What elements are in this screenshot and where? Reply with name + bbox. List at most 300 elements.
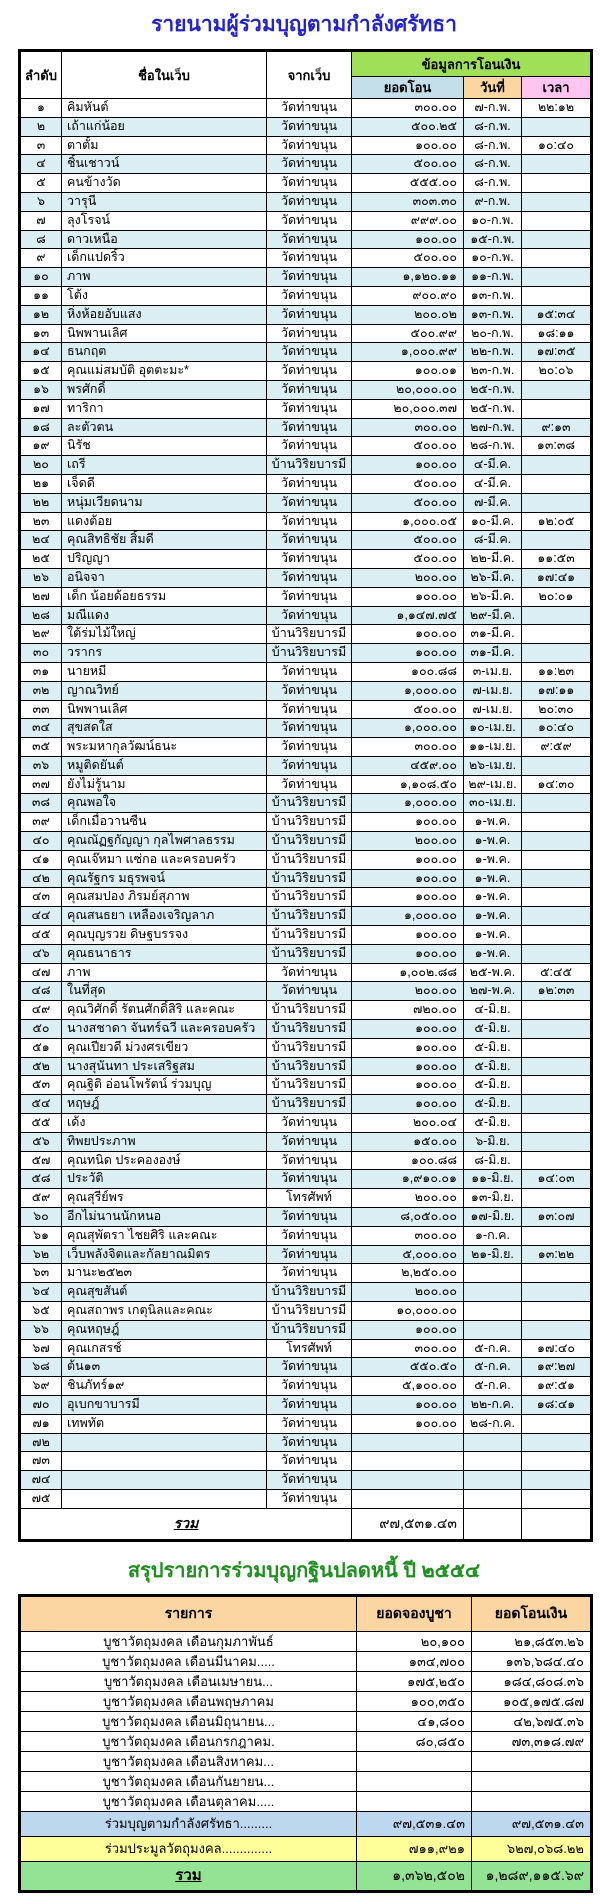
donor-cell-from: บ้านวิริยบารมี bbox=[267, 869, 352, 888]
donor-cell-from: วัดท่าขนุน bbox=[267, 1452, 352, 1471]
col-header-from: จากเว็บ bbox=[267, 51, 352, 99]
donor-cell-amount: ๕๐๐.๐๐ bbox=[352, 531, 464, 550]
donor-cell-amount: ๑๐๐.๐๐ bbox=[352, 813, 464, 832]
donor-cell-date: ๑-พ.ค. bbox=[464, 869, 522, 888]
summary-cell-transferred bbox=[472, 1751, 592, 1771]
donor-cell-amount: ๑๐๐.๐๐ bbox=[352, 1320, 464, 1339]
donor-cell-date: ๒๖-มี.ค. bbox=[464, 568, 522, 587]
donor-cell-name: หนุ่มเวียดนาม bbox=[62, 493, 267, 512]
donor-cell-name: คุณสถาพร เกตุนิลและคณะ bbox=[62, 1302, 267, 1321]
donor-row bbox=[20, 1226, 592, 1245]
donor-cell-date: ๑๐-มี.ค. bbox=[464, 512, 522, 531]
donor-cell-name: ละตัวตน bbox=[62, 418, 267, 437]
donor-cell-no: ๒๘ bbox=[20, 606, 62, 625]
donor-cell-date: ๕-มิ.ย. bbox=[464, 1020, 522, 1039]
donor-cell-time: ๙:๑๓ bbox=[522, 418, 592, 437]
donor-cell-name: หมูติดยันต์ bbox=[62, 756, 267, 775]
donor-row bbox=[20, 1452, 592, 1471]
donor-cell-from: วัดท่าขนุน bbox=[267, 286, 352, 305]
donor-cell-from: วัดท่าขนุน bbox=[267, 399, 352, 418]
summary-cell-label: บูชาวัตถุมงคล เดือนพฤษภาคม bbox=[20, 1691, 357, 1711]
donor-row bbox=[20, 1095, 592, 1114]
donor-cell-name: ภาพ bbox=[62, 963, 267, 982]
donor-cell-date: ๒๒-ก.พ. bbox=[464, 343, 522, 362]
donor-cell-amount: ๕๕๐.๕๐ bbox=[352, 1358, 464, 1377]
donor-cell-time: ๑๓:๒๒ bbox=[522, 1245, 592, 1264]
donor-cell-time bbox=[522, 1057, 592, 1076]
donor-row bbox=[20, 174, 592, 193]
donor-cell-date: ๒๐-ก.พ. bbox=[464, 324, 522, 343]
donor-row bbox=[20, 1489, 592, 1508]
summary-cell-label: บูชาวัตถุมงคล เดือนกรกฎาคม. bbox=[20, 1731, 357, 1751]
donor-cell-time bbox=[522, 1489, 592, 1508]
donor-total-date-empty bbox=[464, 1508, 522, 1540]
donor-cell-from: วัดท่าขนุน bbox=[267, 1433, 352, 1452]
donor-cell-date: ๑๕-ก.พ. bbox=[464, 230, 522, 249]
donor-row bbox=[20, 230, 592, 249]
donor-cell-time bbox=[522, 1283, 592, 1302]
donor-cell-date bbox=[464, 1452, 522, 1471]
donor-cell-time: ๑๗:๔๑ bbox=[522, 568, 592, 587]
donor-cell-name: คนข้างวัด bbox=[62, 174, 267, 193]
donor-row bbox=[20, 399, 592, 418]
donor-row bbox=[20, 1245, 592, 1264]
donor-cell-time bbox=[522, 268, 592, 287]
donor-cell-amount: ๑,๐๐๐.๐๐ bbox=[352, 907, 464, 926]
donor-cell-time: ๑๓:๓๘ bbox=[522, 437, 592, 456]
donor-row bbox=[20, 211, 592, 230]
donor-cell-name: ยังไม่รู้นาม bbox=[62, 775, 267, 794]
donor-cell-from: วัดท่าขนุน bbox=[267, 268, 352, 287]
donor-cell-name: เด็ก น้อยด้อยธรรม bbox=[62, 587, 267, 606]
donor-cell-from: วัดท่าขนุน bbox=[267, 531, 352, 550]
donor-cell-no: ๔๙ bbox=[20, 1001, 62, 1020]
donor-cell-from: วัดท่าขนุน bbox=[267, 606, 352, 625]
donor-cell-no: ๓๙ bbox=[20, 813, 62, 832]
donor-cell-date: ๒๖-เม.ย. bbox=[464, 756, 522, 775]
donor-cell-time bbox=[522, 606, 592, 625]
donor-cell-time: ๑๘:๔๑ bbox=[522, 1395, 592, 1414]
donor-cell-time bbox=[522, 1001, 592, 1020]
donor-cell-from: วัดท่าขนุน bbox=[267, 474, 352, 493]
donor-cell-amount: ๒๐,๐๐๐.๐๐ bbox=[352, 380, 464, 399]
donor-cell-name bbox=[62, 1452, 267, 1471]
donor-cell-amount: ๕๐๐.๐๐ bbox=[352, 474, 464, 493]
donor-cell-time bbox=[522, 944, 592, 963]
donor-cell-no: ๓๐ bbox=[20, 644, 62, 663]
donor-cell-amount: ๕๐๐.๐๐ bbox=[352, 437, 464, 456]
donor-cell-amount: ๒๐,๐๐๐.๓๗ bbox=[352, 399, 464, 418]
donor-cell-date: ๒๗-พ.ค. bbox=[464, 982, 522, 1001]
donor-cell-amount: ๓๐๓.๓๐ bbox=[352, 192, 464, 211]
donor-row bbox=[20, 813, 592, 832]
donor-cell-time: ๑๐:๔๐ bbox=[522, 719, 592, 738]
donor-cell-from: บ้านวิริยบารมี bbox=[267, 926, 352, 945]
donor-cell-from: วัดท่าขนุน bbox=[267, 211, 352, 230]
donor-cell-name: คุณวิศักดิ์ รัตนศักดิ์สิริ และคณะ bbox=[62, 1001, 267, 1020]
donor-cell-date: ๑๑-มิ.ย. bbox=[464, 1170, 522, 1189]
donor-cell-amount: ๑,๐๐๐.๐๐ bbox=[352, 794, 464, 813]
summary-cell-transferred: ๑๘๔,๘๐๘.๓๖ bbox=[472, 1671, 592, 1691]
donor-row bbox=[20, 1320, 592, 1339]
donor-cell-amount: ๑๐๐.๐๐ bbox=[352, 587, 464, 606]
donor-cell-date bbox=[464, 1283, 522, 1302]
donor-cell-amount: ๙๙๙.๐๐ bbox=[352, 211, 464, 230]
donor-cell-name: ดาวเหนือ bbox=[62, 230, 267, 249]
donor-cell-no: ๒๐ bbox=[20, 456, 62, 475]
donor-cell-name: โต้ง bbox=[62, 286, 267, 305]
donor-cell-amount bbox=[352, 1471, 464, 1490]
donor-cell-amount: ๕๐๐.๙๙ bbox=[352, 324, 464, 343]
donor-cell-amount: ๒๐๐.๐๐ bbox=[352, 1283, 464, 1302]
donor-cell-name: ธนกฤต bbox=[62, 343, 267, 362]
donor-cell-no: ๗๐ bbox=[20, 1395, 62, 1414]
donor-cell-date: ๒๒-ก.ค. bbox=[464, 1395, 522, 1414]
donor-cell-date: ๕-มิ.ย. bbox=[464, 1076, 522, 1095]
donor-cell-time bbox=[522, 1151, 592, 1170]
donor-cell-amount: ๗๒๐.๐๐ bbox=[352, 1001, 464, 1020]
donor-cell-from: บ้านวิริยบารมี bbox=[267, 813, 352, 832]
donor-row bbox=[20, 1395, 592, 1414]
donor-cell-no: ๒๔ bbox=[20, 531, 62, 550]
donor-cell-time: ๑๑:๒๓ bbox=[522, 662, 592, 681]
donor-cell-from: วัดท่าขนุน bbox=[267, 982, 352, 1001]
donor-cell-from: วัดท่าขนุน bbox=[267, 1377, 352, 1396]
donor-cell-amount: ๕๐๐.๐๐ bbox=[352, 155, 464, 174]
donor-cell-no: ๖๙ bbox=[20, 1377, 62, 1396]
summary-cell-reserved: ๑๗๕,๒๕๐ bbox=[357, 1671, 472, 1691]
donor-cell-time: ๑๙:๒๗ bbox=[522, 1358, 592, 1377]
donor-cell-date: ๑-พ.ค. bbox=[464, 888, 522, 907]
donor-cell-name: ทาริกา bbox=[62, 399, 267, 418]
donor-cell-name: หิ่งห้อยอับแสง bbox=[62, 305, 267, 324]
donor-cell-no: ๔๓ bbox=[20, 888, 62, 907]
donor-cell-date: ๗-มี.ค. bbox=[464, 493, 522, 512]
donor-cell-name: คุณหฤษฎ์ bbox=[62, 1320, 267, 1339]
donor-cell-date: ๔-มี.ค. bbox=[464, 474, 522, 493]
donor-cell-date: ๑-พ.ค. bbox=[464, 944, 522, 963]
donor-row bbox=[20, 907, 592, 926]
donor-cell-amount: ๑๐๐.๐๑ bbox=[352, 362, 464, 381]
donor-cell-from: วัดท่าขนุน bbox=[267, 1132, 352, 1151]
donor-row bbox=[20, 1076, 592, 1095]
donor-cell-from: วัดท่าขนุน bbox=[267, 117, 352, 136]
donor-cell-amount: ๑,๑๐๘.๕๐ bbox=[352, 775, 464, 794]
donor-cell-name: คุณสนธยา เหลืองเจริญลาภ bbox=[62, 907, 267, 926]
summary-cell-transferred bbox=[472, 1771, 592, 1791]
donor-cell-name: ญาณวิทย์ bbox=[62, 681, 267, 700]
summary-col-reserved: ยอดจองบูชา bbox=[357, 1595, 472, 1631]
donor-cell-name: คุณฐิติ อ่อนโพรัตน์ ร่วมบุญ bbox=[62, 1076, 267, 1095]
donor-cell-time: ๑๗:๓๕ bbox=[522, 343, 592, 362]
donor-row bbox=[20, 1414, 592, 1433]
donor-row bbox=[20, 1377, 592, 1396]
donor-cell-from: บ้านวิริยบารมี bbox=[267, 888, 352, 907]
donor-cell-amount: ๒๐๐.๐๔ bbox=[352, 1114, 464, 1133]
donor-cell-no: ๔๒ bbox=[20, 869, 62, 888]
donor-cell-date: ๘-ก.พ. bbox=[464, 136, 522, 155]
summary-cell-transferred: ๔๒,๖๗๕.๓๖ bbox=[472, 1711, 592, 1731]
donor-cell-from: บ้านวิริยบารมี bbox=[267, 625, 352, 644]
donor-cell-date: ๓๑-มี.ค. bbox=[464, 625, 522, 644]
donor-cell-amount: ๕๐๐.๐๐ bbox=[352, 249, 464, 268]
donor-cell-from: วัดท่าขนุน bbox=[267, 418, 352, 437]
donor-cell-date: ๓-เม.ย. bbox=[464, 662, 522, 681]
donor-cell-from: วัดท่าขนุน bbox=[267, 136, 352, 155]
donor-cell-name: เด็กเมื่อวานซืน bbox=[62, 813, 267, 832]
donor-cell-time bbox=[522, 1264, 592, 1283]
donor-row bbox=[20, 587, 592, 606]
donor-cell-name: พรศักดิ์ bbox=[62, 380, 267, 399]
donor-cell-amount: ๑๐๐.๐๐ bbox=[352, 136, 464, 155]
donor-cell-time bbox=[522, 230, 592, 249]
donor-cell-from: บ้านวิริยบารมี bbox=[267, 832, 352, 851]
donor-cell-amount: ๑๐๐.๐๐ bbox=[352, 1038, 464, 1057]
donor-cell-from: บ้านวิริยบารมี bbox=[267, 644, 352, 663]
donor-cell-time bbox=[522, 907, 592, 926]
donor-cell-no: ๗ bbox=[20, 211, 62, 230]
donor-cell-no: ๑๙ bbox=[20, 437, 62, 456]
donor-cell-amount: ๑๐๐.๐๐ bbox=[352, 850, 464, 869]
donor-cell-name: คุณณัฏฐกัญญา กุลไพศาลธรรม bbox=[62, 832, 267, 851]
donor-cell-no: ๓๒ bbox=[20, 681, 62, 700]
donor-total-label: รวม bbox=[20, 1508, 352, 1540]
donor-row bbox=[20, 1020, 592, 1039]
donor-cell-time: ๑๔:๐๓ bbox=[522, 1170, 592, 1189]
donor-cell-amount: ๑๐,๐๐๐.๐๐ bbox=[352, 1302, 464, 1321]
donor-cell-amount: ๒๐๐.๐๐ bbox=[352, 1189, 464, 1208]
donor-cell-date: ๕-ก.ค. bbox=[464, 1358, 522, 1377]
donor-cell-name: ชิ้นเชาวน์ bbox=[62, 155, 267, 174]
donor-row bbox=[20, 719, 592, 738]
donor-cell-time bbox=[522, 117, 592, 136]
donor-cell-name: เถรี bbox=[62, 456, 267, 475]
donor-cell-amount: ๙๐๐.๙๐ bbox=[352, 286, 464, 305]
donor-cell-time: ๙:๕๙ bbox=[522, 738, 592, 757]
donor-cell-from: วัดท่าขนุน bbox=[267, 493, 352, 512]
donor-cell-no: ๕๗ bbox=[20, 1151, 62, 1170]
donor-row bbox=[20, 550, 592, 569]
summary-cell-label: บูชาวัตถุมงคล เดือนเมษายน... bbox=[20, 1671, 357, 1691]
donor-row bbox=[20, 380, 592, 399]
donor-cell-from: บ้านวิริยบารมี bbox=[267, 1283, 352, 1302]
donor-cell-no: ๑๒ bbox=[20, 305, 62, 324]
donor-row bbox=[20, 1114, 592, 1133]
summary-cell-transferred: ๙๗,๕๓๑.๔๓ bbox=[472, 1811, 592, 1836]
donor-cell-no: ๑๘ bbox=[20, 418, 62, 437]
col-header-no: ลำดับ bbox=[20, 51, 62, 99]
donor-cell-amount: ๑,๐๐๐.๐๐ bbox=[352, 719, 464, 738]
donor-row bbox=[20, 305, 592, 324]
donor-row bbox=[20, 794, 592, 813]
donor-cell-time bbox=[522, 531, 592, 550]
donor-row bbox=[20, 324, 592, 343]
donor-cell-amount: ๑๐๐.๐๐ bbox=[352, 926, 464, 945]
donor-cell-from: วัดท่าขนุน bbox=[267, 1264, 352, 1283]
donor-cell-time: ๑๗:๑๑ bbox=[522, 681, 592, 700]
donor-cell-time: ๑๔:๓๐ bbox=[522, 775, 592, 794]
summary-cell-label: บูชาวัตถุมงคล เดือนมิถุนายน... bbox=[20, 1711, 357, 1731]
donor-cell-from: วัดท่าขนุน bbox=[267, 963, 352, 982]
donor-cell-no: ๒๙ bbox=[20, 625, 62, 644]
donor-cell-amount: ๑๐๐.๐๐ bbox=[352, 888, 464, 907]
donor-row bbox=[20, 888, 592, 907]
donor-cell-date: ๒๑-มิ.ย. bbox=[464, 1245, 522, 1264]
donor-cell-no: ๕๒ bbox=[20, 1057, 62, 1076]
donor-cell-amount: ๕,๑๐๐.๐๐ bbox=[352, 1377, 464, 1396]
donor-row bbox=[20, 493, 592, 512]
donor-cell-amount: ๓๐๐.๐๐ bbox=[352, 99, 464, 118]
donor-total-time-empty bbox=[522, 1508, 592, 1540]
donor-row bbox=[20, 155, 592, 174]
donor-row bbox=[20, 1057, 592, 1076]
donor-cell-amount: ๑๐๐.๐๐ bbox=[352, 644, 464, 663]
donor-cell-name: เว็บพลังจิตและกัลยาณมิตร bbox=[62, 1245, 267, 1264]
donor-cell-date bbox=[464, 1433, 522, 1452]
summary-cell-transferred: ๑๓๖,๖๘๔.๔๐ bbox=[472, 1651, 592, 1671]
donor-cell-amount: ๑๐๐.๐๐ bbox=[352, 230, 464, 249]
donor-row bbox=[20, 832, 592, 851]
donor-cell-no: ๕๖ bbox=[20, 1132, 62, 1151]
donor-cell-time bbox=[522, 1038, 592, 1057]
donor-cell-no: ๒๓ bbox=[20, 512, 62, 531]
col-header-date: วันที่ bbox=[464, 77, 522, 99]
donor-cell-from: วัดท่าขนุน bbox=[267, 1489, 352, 1508]
donor-cell-no: ๒๑ bbox=[20, 474, 62, 493]
donor-cell-from: วัดท่าขนุน bbox=[267, 550, 352, 569]
donor-cell-amount: ๑,๐๐๐.๐๕ bbox=[352, 512, 464, 531]
donor-row bbox=[20, 681, 592, 700]
donor-row bbox=[20, 926, 592, 945]
col-header-time: เวลา bbox=[522, 77, 592, 99]
donor-cell-date: ๑-พ.ค. bbox=[464, 926, 522, 945]
donor-cell-time bbox=[522, 174, 592, 193]
donor-cell-time bbox=[522, 625, 592, 644]
donor-cell-name: คุณสุรีย์พร bbox=[62, 1189, 267, 1208]
summary-cell-transferred: ๒๑,๘๕๓.๒๖ bbox=[472, 1631, 592, 1651]
donor-cell-date: ๕-มิ.ย. bbox=[464, 1057, 522, 1076]
summary-cell-reserved: ๙๗,๕๓๑.๔๓ bbox=[357, 1811, 472, 1836]
summary-cell-reserved: ๑,๓๖๒,๕๐๒ bbox=[357, 1861, 472, 1891]
donor-cell-name: เด้ง bbox=[62, 1114, 267, 1133]
donor-row bbox=[20, 474, 592, 493]
donor-cell-amount: ๑,๙๑๐.๐๑ bbox=[352, 1170, 464, 1189]
donor-cell-time bbox=[522, 456, 592, 475]
donor-row bbox=[20, 982, 592, 1001]
donor-cell-time bbox=[522, 644, 592, 663]
donor-cell-time: ๑๘:๑๑ bbox=[522, 324, 592, 343]
donor-cell-name: มณีแดง bbox=[62, 606, 267, 625]
donor-cell-no: ๔๔ bbox=[20, 907, 62, 926]
donor-cell-no: ๖ bbox=[20, 192, 62, 211]
donor-cell-no: ๙ bbox=[20, 249, 62, 268]
donor-cell-name: เทพทัต bbox=[62, 1414, 267, 1433]
donor-row bbox=[20, 662, 592, 681]
donor-cell-amount: ๕,๐๐๐.๐๐ bbox=[352, 1245, 464, 1264]
summary-cell-label: บูชาวัตถุมงคล เดือนกุมภาพันธ์ bbox=[20, 1631, 357, 1651]
donor-row bbox=[20, 1170, 592, 1189]
donor-cell-date: ๔-มี.ค. bbox=[464, 456, 522, 475]
donor-cell-name: มานะ๒๕๒๓ bbox=[62, 1264, 267, 1283]
donor-cell-amount: ๔๕๙.๐๐ bbox=[352, 756, 464, 775]
donor-cell-no: ๓๗ bbox=[20, 775, 62, 794]
donor-cell-time: ๑๐:๔๐ bbox=[522, 136, 592, 155]
summary-col-transferred: ยอดโอนเงิน bbox=[472, 1595, 592, 1631]
donor-cell-from: วัดท่าขนุน bbox=[267, 681, 352, 700]
donor-cell-date: ๒๘-ก.พ. bbox=[464, 437, 522, 456]
donor-cell-date: ๔-มิ.ย. bbox=[464, 1001, 522, 1020]
donor-cell-from: วัดท่าขนุน bbox=[267, 1395, 352, 1414]
donor-row bbox=[20, 1132, 592, 1151]
donor-cell-time bbox=[522, 926, 592, 945]
donor-cell-time bbox=[522, 286, 592, 305]
donor-cell-name: อนิจจา bbox=[62, 568, 267, 587]
donor-cell-date: ๒๕-ก.พ. bbox=[464, 380, 522, 399]
donor-cell-amount bbox=[352, 1489, 464, 1508]
donor-cell-no: ๗๑ bbox=[20, 1414, 62, 1433]
donor-row bbox=[20, 850, 592, 869]
donor-cell-amount: ๓๐๐.๐๐ bbox=[352, 1226, 464, 1245]
summary-title: สรุปรายการร่วมบุญกฐินปลดหนี้ ปี ๒๕๕๔ bbox=[127, 1559, 481, 1582]
donor-cell-no: ๒๖ bbox=[20, 568, 62, 587]
donor-row bbox=[20, 644, 592, 663]
donor-cell-amount: ๒๐๐.๐๐ bbox=[352, 568, 464, 587]
donor-cell-date: ๕-มิ.ย. bbox=[464, 1038, 522, 1057]
donor-row bbox=[20, 362, 592, 381]
donor-cell-date: ๑๓-ก.พ. bbox=[464, 305, 522, 324]
donor-cell-time bbox=[522, 1302, 592, 1321]
donor-cell-no: ๓๖ bbox=[20, 756, 62, 775]
donor-cell-no: ๖๘ bbox=[20, 1358, 62, 1377]
donor-cell-date bbox=[464, 1302, 522, 1321]
donor-row bbox=[20, 738, 592, 757]
donor-cell-no: ๑๓ bbox=[20, 324, 62, 343]
donor-cell-time: ๑๓:๐๗ bbox=[522, 1208, 592, 1227]
donor-cell-name: นายหมี bbox=[62, 662, 267, 681]
donor-cell-no: ๗๓ bbox=[20, 1452, 62, 1471]
summary-cell-transferred bbox=[472, 1791, 592, 1811]
donor-cell-from: วัดท่าขนุน bbox=[267, 1471, 352, 1490]
donor-cell-time bbox=[522, 155, 592, 174]
donor-row bbox=[20, 568, 592, 587]
donor-cell-time bbox=[522, 1020, 592, 1039]
donor-cell-no: ๒๒ bbox=[20, 493, 62, 512]
donor-cell-from: วัดท่าขนุน bbox=[267, 512, 352, 531]
donor-cell-name: คุณทนิด ประคององษ์ bbox=[62, 1151, 267, 1170]
summary-cell-transferred: ๖๒๗,๐๖๘.๒๒ bbox=[472, 1836, 592, 1861]
donor-cell-date: ๒๙-เม.ย. bbox=[464, 775, 522, 794]
donor-cell-no: ๑ bbox=[20, 99, 62, 118]
donor-cell-date: ๕-ก.ค. bbox=[464, 1339, 522, 1358]
donor-row bbox=[20, 1038, 592, 1057]
summary-cell-label: บูชาวัตถุมงคล เดือนตุลาคม..... bbox=[20, 1791, 357, 1811]
donor-table-footer bbox=[20, 1508, 592, 1540]
donor-cell-time bbox=[522, 1132, 592, 1151]
donor-row bbox=[20, 1302, 592, 1321]
donor-cell-from: บ้านวิริยบารมี bbox=[267, 850, 352, 869]
donor-cell-date: ๑๗-มิ.ย. bbox=[464, 1208, 522, 1227]
donor-cell-date: ๒๕-ก.พ. bbox=[464, 399, 522, 418]
donor-cell-time bbox=[522, 1414, 592, 1433]
donor-cell-date: ๗-เม.ย. bbox=[464, 700, 522, 719]
donor-cell-time bbox=[522, 869, 592, 888]
donor-cell-time bbox=[522, 474, 592, 493]
donor-cell-time bbox=[522, 888, 592, 907]
col-header-transfer-group: ข้อมูลการโอนเงิน bbox=[352, 51, 592, 77]
donor-cell-amount: ๑๐๐.๐๐ bbox=[352, 456, 464, 475]
summary-table bbox=[18, 1594, 593, 1893]
donor-cell-name: คุณบุญรวย ดิษฐบรรจง bbox=[62, 926, 267, 945]
